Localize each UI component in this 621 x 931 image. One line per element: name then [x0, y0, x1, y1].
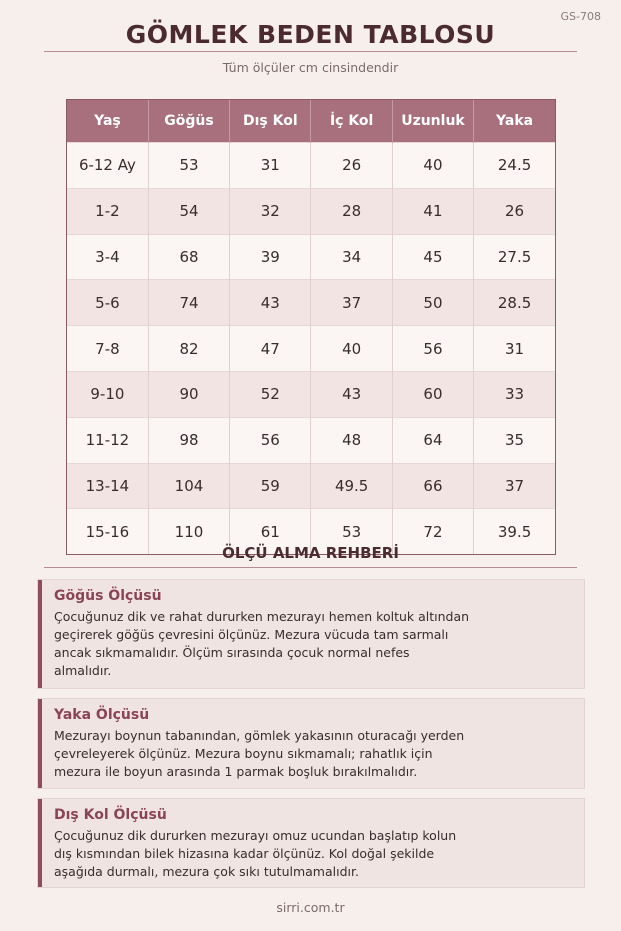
table-cell: 33: [474, 371, 555, 417]
column-header-age: Yaş: [67, 100, 148, 143]
table-cell: 52: [230, 371, 311, 417]
table-cell: 56: [392, 326, 473, 372]
table-cell: 35: [474, 417, 555, 463]
table-cell: 43: [311, 371, 392, 417]
guide-card-chest: [38, 580, 584, 688]
guide-text-line: aşağıda durmalı, mezura çok sıkı tutulmamalıdır.: [54, 864, 359, 879]
table-cell: 11-12: [67, 417, 148, 463]
table-cell: 31: [474, 326, 555, 372]
table-cell: 39: [230, 234, 311, 280]
guide-card-text: [54, 827, 572, 881]
table-cell: 47: [230, 326, 311, 372]
table-cell: 39.5: [474, 509, 555, 554]
table-row: [67, 280, 555, 326]
table-cell: 56: [230, 417, 311, 463]
table-cell: 6-12 Ay: [67, 143, 148, 189]
table-cell: 28: [311, 188, 392, 234]
column-header-inner-sleeve: İç Kol: [311, 100, 392, 143]
table-cell: 40: [392, 143, 473, 189]
table-row: [67, 463, 555, 509]
table-cell: 53: [311, 509, 392, 554]
guide-text-line: Mezurayı boynun tabanından, gömlek yakasının oturacağı yerden: [54, 728, 465, 743]
guide-card-outer-sleeve: [38, 799, 584, 887]
footer-website: sirri.com.tr: [276, 900, 345, 915]
size-table: [66, 99, 556, 555]
table-cell: 74: [148, 280, 229, 326]
table-cell: 24.5: [474, 143, 555, 189]
table-row: [67, 417, 555, 463]
table-cell: 64: [392, 417, 473, 463]
guide-card-title: Göğüs Ölçüsü: [54, 588, 162, 604]
table-cell: 26: [311, 143, 392, 189]
table-cell: 1-2: [67, 188, 148, 234]
table-row: [67, 371, 555, 417]
guide-text-line: çevreleyerek ölçünüz. Mezura boynu sıkmamalı; rahatlık için: [54, 746, 433, 761]
table-cell: 68: [148, 234, 229, 280]
table-row: [67, 234, 555, 280]
table-cell: 13-14: [67, 463, 148, 509]
title-divider: [44, 51, 577, 52]
table-cell: 15-16: [67, 509, 148, 554]
table-cell: 110: [148, 509, 229, 554]
guide-card-collar: [38, 699, 584, 788]
table-cell: 27.5: [474, 234, 555, 280]
table-cell: 53: [148, 143, 229, 189]
column-header-chest: Göğüs: [148, 100, 229, 143]
guide-text-line: geçirerek göğüs çevresini ölçünüz. Mezura vücuda tam sarmalı: [54, 627, 449, 642]
column-header-collar: Yaka: [474, 100, 555, 143]
table-cell: 31: [230, 143, 311, 189]
guide-text-line: Çocuğunuz dik ve rahat dururken mezurayı hemen koltuk altından: [54, 609, 470, 624]
table-cell: 37: [311, 280, 392, 326]
guide-title: ÖLÇÜ ALMA REHBERİ: [222, 544, 399, 562]
table-cell: 34: [311, 234, 392, 280]
guide-text-line: Çocuğunuz dik dururken mezurayı omuz ucundan başlatıp kolun: [54, 828, 457, 843]
guide-card-title: Dış Kol Ölçüsü: [54, 807, 167, 823]
table-cell: 104: [148, 463, 229, 509]
table-cell: 49.5: [311, 463, 392, 509]
guide-text-line: dış kısmından bilek hizasına kadar ölçünüz. Kol doğal şekilde: [54, 846, 435, 861]
table-cell: 7-8: [67, 326, 148, 372]
guide-divider: [44, 567, 577, 568]
page-subtitle: Tüm ölçüler cm cinsindendir: [222, 60, 399, 75]
product-code: GS-708: [560, 10, 601, 23]
table-cell: 61: [230, 509, 311, 554]
column-header-length: Uzunluk: [392, 100, 473, 143]
guide-card-text: [54, 727, 572, 781]
page-title: GÖMLEK BEDEN TABLOSU: [125, 20, 496, 49]
guide-card-title: Yaka Ölçüsü: [54, 707, 150, 723]
table-cell: 98: [148, 417, 229, 463]
table-cell: 50: [392, 280, 473, 326]
guide-text-line: mezura ile boyun arasında 1 parmak boşluk bırakılmalıdır.: [54, 764, 418, 779]
table-cell: 37: [474, 463, 555, 509]
guide-text-line: almalıdır.: [54, 663, 112, 678]
table-cell: 28.5: [474, 280, 555, 326]
column-header-outer-sleeve: Dış Kol: [230, 100, 311, 143]
table-cell: 26: [474, 188, 555, 234]
table-cell: 40: [311, 326, 392, 372]
table-cell: 59: [230, 463, 311, 509]
table-cell: 3-4: [67, 234, 148, 280]
table-cell: 41: [392, 188, 473, 234]
table-cell: 48: [311, 417, 392, 463]
table-cell: 43: [230, 280, 311, 326]
guide-card-text: [54, 608, 572, 680]
table-cell: 32: [230, 188, 311, 234]
table-row: [67, 326, 555, 372]
table-cell: 5-6: [67, 280, 148, 326]
table-row: [67, 143, 555, 189]
table-cell: 90: [148, 371, 229, 417]
table-cell: 60: [392, 371, 473, 417]
table-header-row: [67, 100, 555, 143]
table-cell: 54: [148, 188, 229, 234]
table-cell: 9-10: [67, 371, 148, 417]
table-cell: 45: [392, 234, 473, 280]
guide-text-line: ancak sıkmamalıdır. Ölçüm sırasında çocuk normal nefes: [54, 645, 410, 660]
table-cell: 72: [392, 509, 473, 554]
table-row: [67, 188, 555, 234]
table-cell: 66: [392, 463, 473, 509]
table-cell: 82: [148, 326, 229, 372]
